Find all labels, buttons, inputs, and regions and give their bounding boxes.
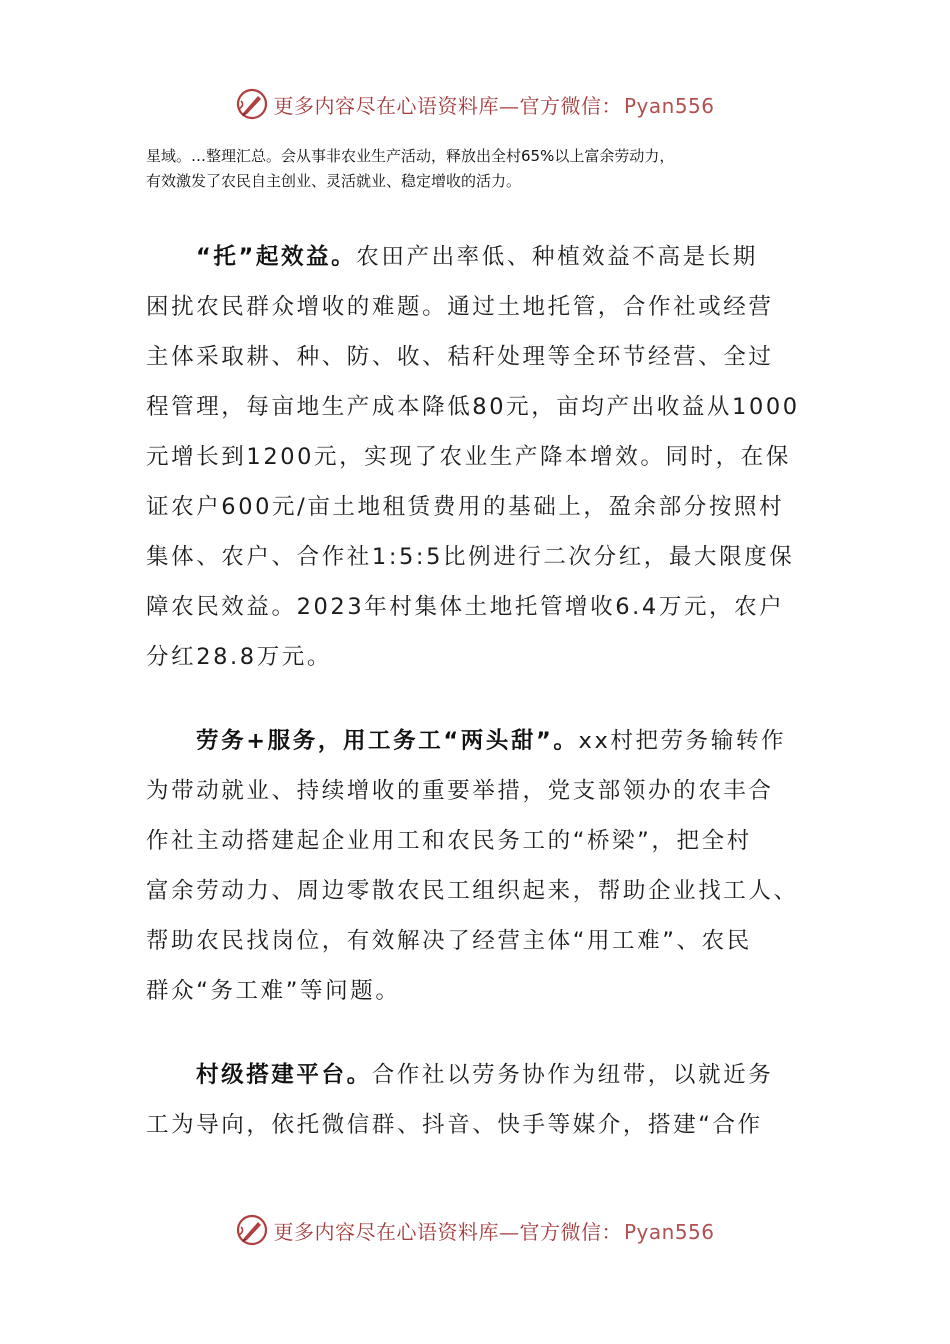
- intro-text: [146, 144, 816, 194]
- paragraph-line: 集体、农户、合作社1:5:5比例进行二次分红，最大限度保: [146, 544, 795, 570]
- paragraph-heading: “托”起效益。: [196, 244, 357, 270]
- paragraph-line: 作社主动搭建起企业用工和农民务工的“桥梁”，把全村: [146, 828, 752, 854]
- pen-logo-icon: [235, 87, 269, 121]
- paragraph-line: 证农户600元/亩土地租赁费用的基础上，盈余部分按照村: [146, 494, 785, 520]
- paragraph-line: 帮助农民找岗位，有效解决了经营主体“用工难”、农民: [146, 928, 752, 954]
- paragraph-line: 群众“务工难”等问题。: [146, 978, 401, 1004]
- paragraph-line: 为带动就业、持续增收的重要举措，党支部领办的农丰合: [146, 778, 774, 804]
- paragraph-line: 主体采取耕、种、防、收、秸秆处理等全环节经营、全过: [146, 344, 774, 370]
- intro-line: 星域。…整理汇总。会从事非农业生产活动，释放出全村65%以上富余劳动力，: [146, 147, 675, 165]
- intro-line: 有效激发了农民自主创业、灵活就业、稳定增收的活力。: [146, 172, 522, 190]
- paragraph-line: 村级搭建平台。合作社以劳务协作为纽带，以就近务: [196, 1062, 774, 1088]
- paragraph-line: 劳务+服务，用工务工“两头甜”。xx村把劳务输转作: [196, 728, 787, 754]
- paragraph-laowu-fuwu: [146, 716, 811, 1016]
- footer-banner: [0, 1210, 950, 1250]
- paragraph-line: 障农民效益。2023年村集体土地托管增收6.4万元，农户: [146, 594, 785, 620]
- header-banner-label: 更多内容尽在心语资料库—官方微信：: [273, 93, 622, 118]
- footer-banner-label: 更多内容尽在心语资料库—官方微信：: [273, 1219, 622, 1244]
- paragraph-heading: 劳务+服务，用工务工“两头甜”。: [196, 728, 579, 754]
- paragraph-line: 工为导向，依托微信群、抖音、快手等媒介，搭建“合作: [146, 1112, 763, 1138]
- header-banner-wechat: Pyan556: [623, 93, 715, 118]
- paragraph-line: 富余劳动力、周边零散农民工组织起来，帮助企业找工人、: [146, 878, 799, 904]
- header-banner: [0, 84, 950, 124]
- header-banner-text: [273, 90, 714, 119]
- paragraph-tuo-xiaoyi: [146, 232, 811, 682]
- pen-logo-icon: [235, 1213, 269, 1247]
- footer-banner-text: [273, 1216, 714, 1245]
- footer-banner-wechat: Pyan556: [623, 1219, 715, 1244]
- paragraph-cunji-pingtai: [146, 1050, 811, 1150]
- paragraph-line: “托”起效益。农田产出率低、种植效益不高是长期: [196, 244, 758, 270]
- paragraph-line: 程管理，每亩地生产成本降低80元，亩均产出收益从1000: [146, 394, 800, 420]
- paragraph-line: 分红28.8万元。: [146, 644, 332, 670]
- paragraph-line: 元增长到1200元，实现了农业生产降本增效。同时，在保: [146, 444, 791, 470]
- paragraph-heading: 村级搭建平台。: [196, 1062, 372, 1088]
- paragraph-line: 困扰农民群众增收的难题。通过土地托管，合作社或经营: [146, 294, 774, 320]
